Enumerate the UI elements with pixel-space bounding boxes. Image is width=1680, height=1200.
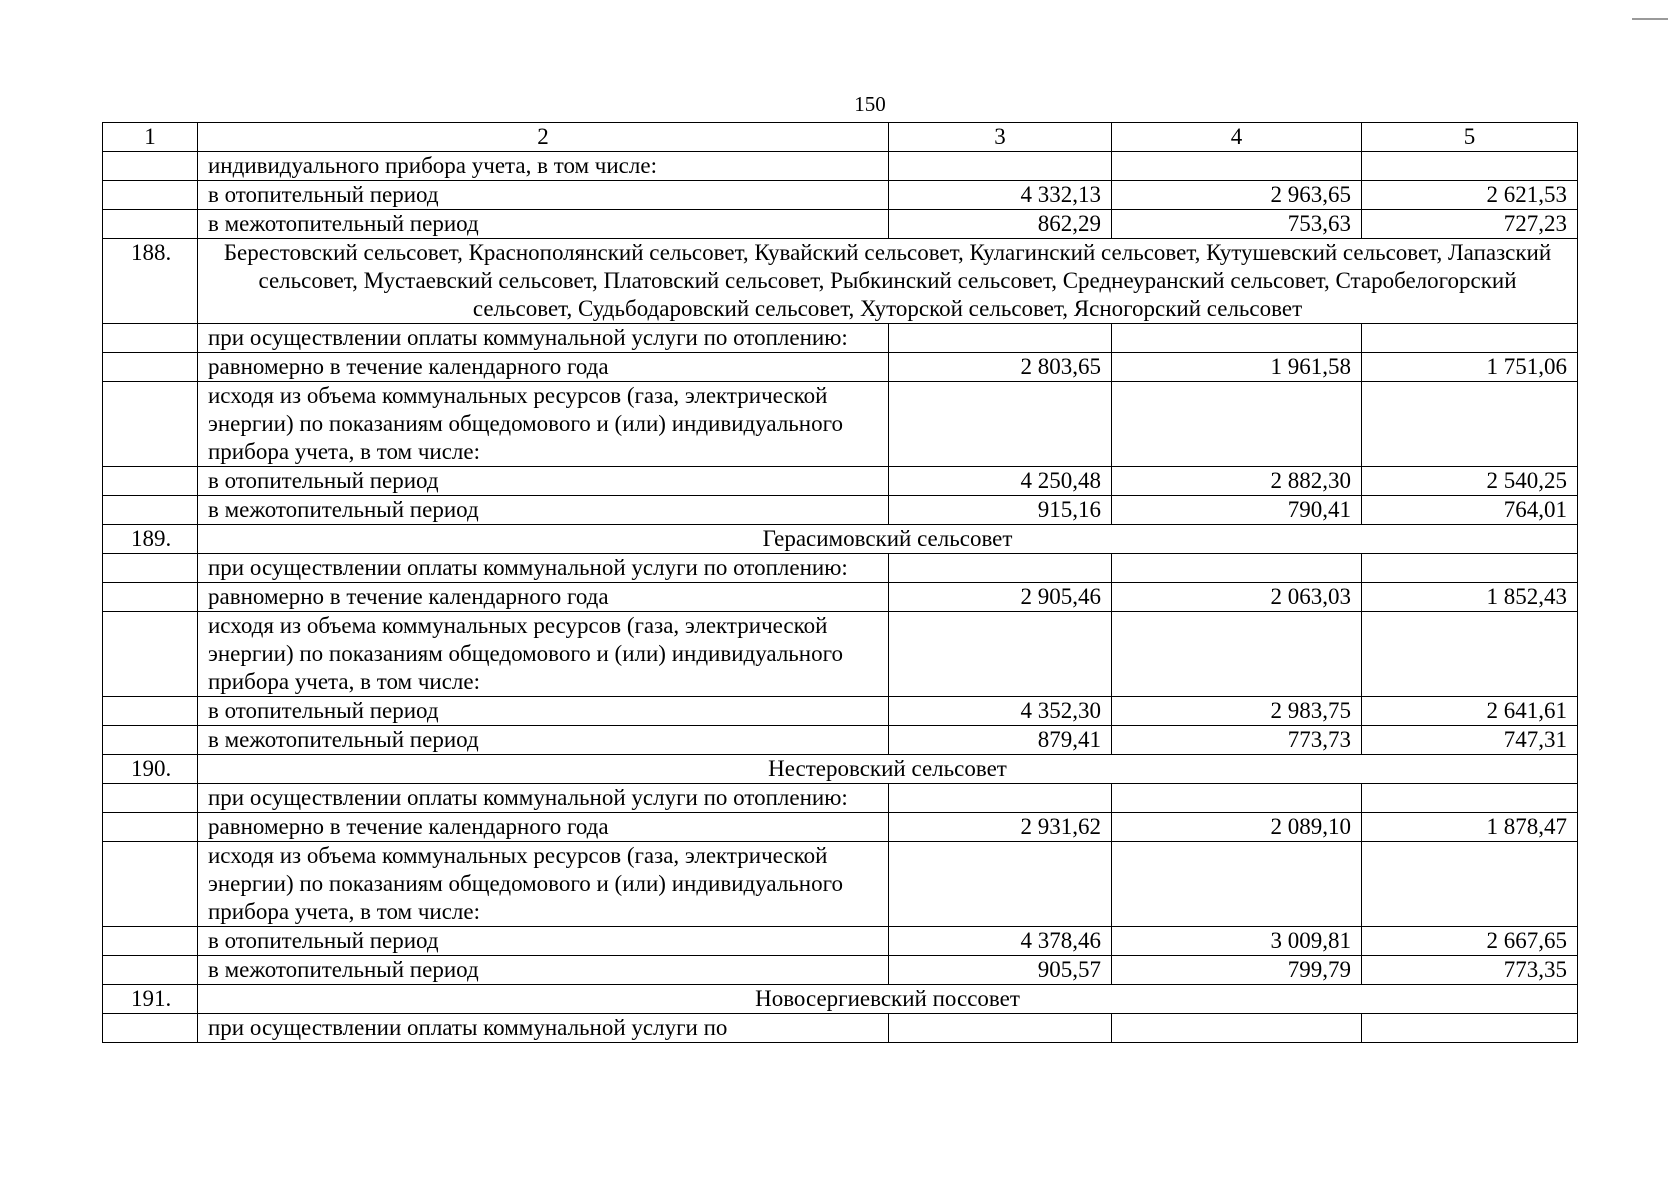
value-col-3 xyxy=(889,382,1112,467)
value-col-3 xyxy=(889,842,1112,927)
section-title: Герасимовский сельсовет xyxy=(198,525,1578,554)
value-col-4 xyxy=(1112,784,1362,813)
row-label: при осуществлении оплаты коммунальной услуги по отоплению: xyxy=(198,324,889,353)
table-row xyxy=(103,784,1578,813)
section-number: 190. xyxy=(103,755,198,784)
value-col-4 xyxy=(1112,382,1362,467)
row-number-cell xyxy=(103,554,198,583)
value-col-4: 2 063,03 xyxy=(1112,583,1362,612)
table-row xyxy=(103,496,1578,525)
value-col-3: 4 378,46 xyxy=(889,927,1112,956)
table-row xyxy=(103,382,1578,467)
section-number: 189. xyxy=(103,525,198,554)
row-label: равномерно в течение календарного года xyxy=(198,813,889,842)
value-col-4 xyxy=(1112,324,1362,353)
value-col-3 xyxy=(889,1014,1112,1043)
row-label: в отопительный период xyxy=(198,697,889,726)
table-row xyxy=(103,181,1578,210)
section-title: Новосергиевский поссовет xyxy=(198,985,1578,1014)
row-label: в отопительный период xyxy=(198,181,889,210)
header-row xyxy=(103,123,1578,152)
value-col-5 xyxy=(1362,152,1578,181)
row-label: при осуществлении оплаты коммунальной услуги по отоплению: xyxy=(198,554,889,583)
section-number: 188. xyxy=(103,239,198,324)
table-body xyxy=(103,123,1578,1043)
row-number-cell xyxy=(103,927,198,956)
row-number-cell xyxy=(103,353,198,382)
value-col-4: 2 089,10 xyxy=(1112,813,1362,842)
row-label: равномерно в течение календарного года xyxy=(198,353,889,382)
value-col-3 xyxy=(889,554,1112,583)
value-col-4: 799,79 xyxy=(1112,956,1362,985)
row-number-cell xyxy=(103,583,198,612)
value-col-3: 2 803,65 xyxy=(889,353,1112,382)
value-col-3 xyxy=(889,152,1112,181)
value-col-3: 4 250,48 xyxy=(889,467,1112,496)
value-col-4: 2 963,65 xyxy=(1112,181,1362,210)
table-row xyxy=(103,927,1578,956)
tariff-table xyxy=(102,122,1578,1043)
row-label: исходя из объема коммунальных ресурсов (газа, электрической энергии) по показаниям общедомового и (или) индивидуального прибора учета, в том числе: xyxy=(198,382,889,467)
row-number-cell xyxy=(103,813,198,842)
page-number: 150 xyxy=(854,92,886,116)
value-col-3: 2 905,46 xyxy=(889,583,1112,612)
value-col-4 xyxy=(1112,554,1362,583)
value-col-5 xyxy=(1362,554,1578,583)
row-label: в межотопительный период xyxy=(198,726,889,755)
table-row xyxy=(103,956,1578,985)
table-row xyxy=(103,152,1578,181)
value-col-3 xyxy=(889,612,1112,697)
value-col-5: 727,23 xyxy=(1362,210,1578,239)
section-row xyxy=(103,525,1578,554)
value-col-3: 4 352,30 xyxy=(889,697,1112,726)
value-col-5: 1 751,06 xyxy=(1362,353,1578,382)
row-number-cell xyxy=(103,842,198,927)
table-row xyxy=(103,612,1578,697)
value-col-3: 915,16 xyxy=(889,496,1112,525)
row-number-cell xyxy=(103,181,198,210)
row-label: при осуществлении оплаты коммунальной услуги по xyxy=(198,1014,889,1043)
value-col-3 xyxy=(889,784,1112,813)
value-col-4 xyxy=(1112,842,1362,927)
table-row xyxy=(103,583,1578,612)
value-col-5: 2 641,61 xyxy=(1362,697,1578,726)
value-col-5: 764,01 xyxy=(1362,496,1578,525)
row-label: в отопительный период xyxy=(198,467,889,496)
row-label: в межотопительный период xyxy=(198,956,889,985)
header-cell-4: 4 xyxy=(1112,123,1362,152)
table-row xyxy=(103,697,1578,726)
table-row xyxy=(103,726,1578,755)
row-number-cell xyxy=(103,1014,198,1043)
value-col-5: 2 540,25 xyxy=(1362,467,1578,496)
header-cell-3: 3 xyxy=(889,123,1112,152)
value-col-3 xyxy=(889,324,1112,353)
value-col-3: 2 931,62 xyxy=(889,813,1112,842)
value-col-5 xyxy=(1362,1014,1578,1043)
value-col-5: 1 878,47 xyxy=(1362,813,1578,842)
row-label: индивидуального прибора учета, в том числе: xyxy=(198,152,889,181)
table-row xyxy=(103,353,1578,382)
value-col-4: 1 961,58 xyxy=(1112,353,1362,382)
value-col-5: 747,31 xyxy=(1362,726,1578,755)
value-col-3: 905,57 xyxy=(889,956,1112,985)
row-label: в отопительный период xyxy=(198,927,889,956)
table-row xyxy=(103,1014,1578,1043)
value-col-3: 879,41 xyxy=(889,726,1112,755)
row-number-cell xyxy=(103,612,198,697)
row-number-cell xyxy=(103,152,198,181)
value-col-5: 773,35 xyxy=(1362,956,1578,985)
row-number-cell xyxy=(103,324,198,353)
value-col-5 xyxy=(1362,324,1578,353)
section-row xyxy=(103,239,1578,324)
value-col-5: 1 852,43 xyxy=(1362,583,1578,612)
table-row xyxy=(103,813,1578,842)
row-number-cell xyxy=(103,467,198,496)
row-number-cell xyxy=(103,382,198,467)
row-number-cell xyxy=(103,697,198,726)
value-col-3: 4 332,13 xyxy=(889,181,1112,210)
section-title: Берестовский сельсовет, Краснополянский сельсовет, Кувайский сельсовет, Кулагинский сельсовет, Кутушевский сельсовет, Лапазский сельсовет, Мустаевский сельсовет, Платовский сельсовет, Рыбкинский сельсовет, Среднеуранский сельсовет, Старобелогорский сельсовет, Судьбодаровский сельсовет, Хуторской сельсовет, Ясногорский сельсовет xyxy=(198,239,1578,324)
section-title: Нестеровский сельсовет xyxy=(198,755,1578,784)
row-label: при осуществлении оплаты коммунальной услуги по отоплению: xyxy=(198,784,889,813)
value-col-4 xyxy=(1112,1014,1362,1043)
header-cell-5: 5 xyxy=(1362,123,1578,152)
value-col-4 xyxy=(1112,152,1362,181)
row-number-cell xyxy=(103,496,198,525)
value-col-3: 862,29 xyxy=(889,210,1112,239)
value-col-4: 773,73 xyxy=(1112,726,1362,755)
value-col-4: 2 983,75 xyxy=(1112,697,1362,726)
value-col-5 xyxy=(1362,612,1578,697)
row-label: равномерно в течение календарного года xyxy=(198,583,889,612)
value-col-5 xyxy=(1362,382,1578,467)
value-col-4 xyxy=(1112,612,1362,697)
value-col-5: 2 621,53 xyxy=(1362,181,1578,210)
row-number-cell xyxy=(103,210,198,239)
section-row xyxy=(103,755,1578,784)
corner-mark xyxy=(1632,18,1668,20)
row-number-cell xyxy=(103,956,198,985)
row-label: в межотопительный период xyxy=(198,210,889,239)
table-row xyxy=(103,324,1578,353)
value-col-4: 790,41 xyxy=(1112,496,1362,525)
value-col-5 xyxy=(1362,784,1578,813)
value-col-5 xyxy=(1362,842,1578,927)
row-label: в межотопительный период xyxy=(198,496,889,525)
table-row xyxy=(103,210,1578,239)
value-col-5: 2 667,65 xyxy=(1362,927,1578,956)
row-label: исходя из объема коммунальных ресурсов (газа, электрической энергии) по показаниям общедомового и (или) индивидуального прибора учета, в том числе: xyxy=(198,842,889,927)
value-col-4: 3 009,81 xyxy=(1112,927,1362,956)
value-col-4: 2 882,30 xyxy=(1112,467,1362,496)
table-row xyxy=(103,842,1578,927)
section-row xyxy=(103,985,1578,1014)
section-number: 191. xyxy=(103,985,198,1014)
row-label: исходя из объема коммунальных ресурсов (газа, электрической энергии) по показаниям общедомового и (или) индивидуального прибора учета, в том числе: xyxy=(198,612,889,697)
header-cell-2: 2 xyxy=(198,123,889,152)
table-row xyxy=(103,467,1578,496)
value-col-4: 753,63 xyxy=(1112,210,1362,239)
row-number-cell xyxy=(103,784,198,813)
table-row xyxy=(103,554,1578,583)
header-cell-1: 1 xyxy=(103,123,198,152)
row-number-cell xyxy=(103,726,198,755)
